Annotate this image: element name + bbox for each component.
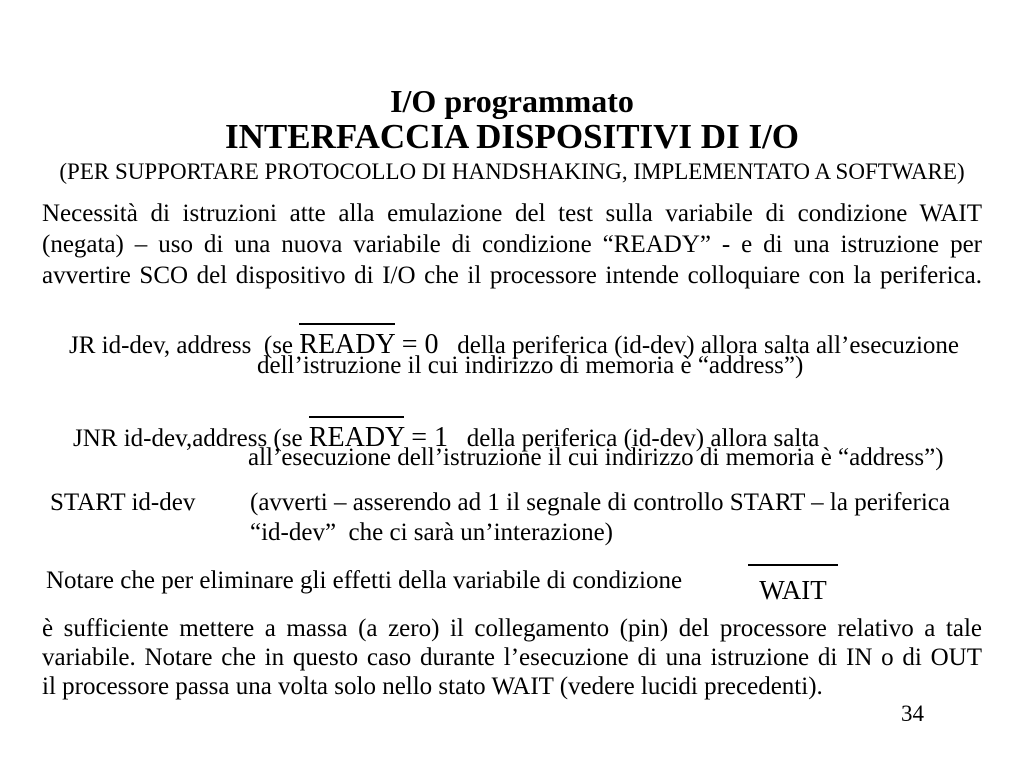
jr-ready-overlined: READY	[299, 323, 394, 360]
slide-title-line1: I/O programmato	[390, 83, 634, 119]
jnr-instruction-lead: JNR id-dev,address (se	[73, 424, 309, 452]
slide-title-line2: INTERFACCIA DISPOSITIVI DI I/O	[224, 117, 800, 156]
intro-paragraph-line3: avvertire SCO del dispositivo di I/O che il processore intende colloquiare con la periferica.	[42, 262, 982, 289]
jr-ready-equals: = 0	[394, 328, 439, 360]
intro-paragraph-line2: (negata) – uso di una nuova variabile di condizione “READY” - e di una istruzione per	[42, 231, 982, 258]
slide-subtitle: (PER SUPPORTARE PROTOCOLLO DI HANDSHAKING, IMPLEMENTATO A SOFTWARE)	[59, 159, 965, 184]
note-wait-overlined: WAIT	[748, 564, 838, 606]
note-text: Notare che per eliminare gli effetti della variabile di condizione	[46, 567, 683, 594]
start-instruction-desc2: “id-dev” che ci sarà un’interazione)	[250, 519, 613, 546]
closing-paragraph-line2: variabile. Notare che in questo caso durante l’esecuzione di una istruzione di IN o di OUT	[42, 644, 982, 671]
jnr-instruction-tail: della periferica (id-dev) allora salta	[448, 424, 820, 452]
jr-instruction-tail: della periferica (id-dev) allora salta all’esecuzione	[438, 331, 960, 359]
jnr-ready-equals: = 1	[404, 421, 449, 453]
start-instruction-mnemonic: START id-dev	[50, 489, 196, 516]
jr-instruction-continuation: dell’istruzione il cui indirizzo di memoria è “address”)	[257, 352, 804, 379]
closing-paragraph-line3: il processore passa una volta solo nello stato WAIT (vedere lucidi precedenti).	[42, 673, 823, 700]
jr-instruction-lead: JR id-dev, address (se	[69, 331, 300, 359]
start-instruction-desc1: (avverti – asserendo ad 1 il segnale di controllo START – la periferica	[250, 489, 950, 516]
intro-paragraph-line1: Necessità di istruzioni atte alla emulazione del test sulla variabile di condizione WAIT	[42, 200, 982, 227]
jnr-ready-overlined: READY	[309, 416, 404, 453]
closing-paragraph-line1: è sufficiente mettere a massa (a zero) il collegamento (pin) del processore relativo a tale	[42, 615, 982, 642]
page-number: 34	[901, 701, 924, 726]
jnr-instruction-continuation: all’esecuzione dell’istruzione il cui indirizzo di memoria è “address”)	[248, 444, 944, 471]
